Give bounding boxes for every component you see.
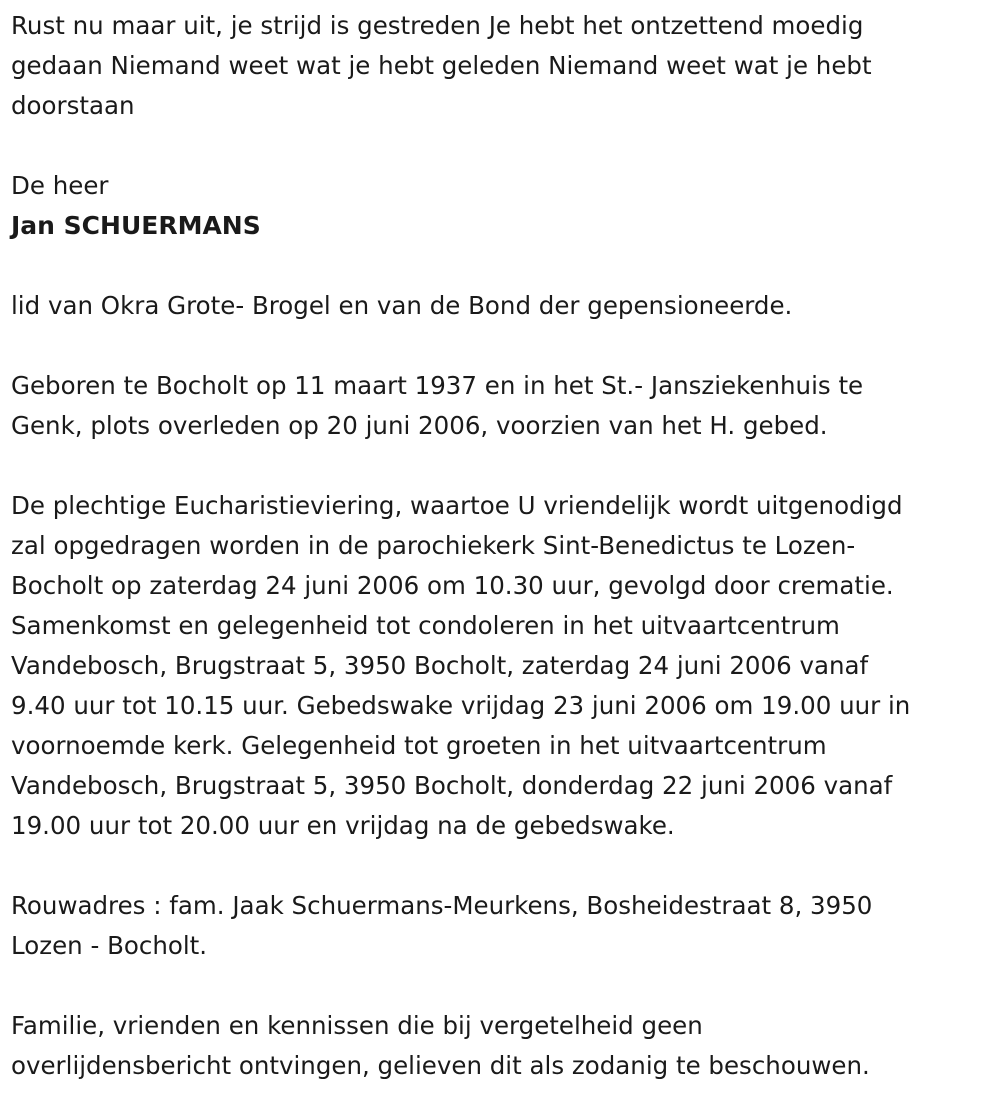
ceremony-line-6: 9.40 uur tot 10.15 uur. Gebedswake vrijdag 23 juni 2006 om 19.00 uur in [11,691,911,720]
spacer [11,326,986,366]
closing-line-2: overlijdensbericht ontvingen, gelieven dit als zodanig te beschouwen. [11,1051,870,1080]
ceremony-line-5: Vandebosch, Brugstraat 5, 3950 Bocholt, zaterdag 24 juni 2006 vanaf [11,651,869,680]
address-line-1: Rouwadres : fam. Jaak Schuermans-Meurkens, Bosheidestraat 8, 3950 [11,891,873,920]
membership-paragraph [11,286,986,326]
spacer [11,966,986,1006]
closing-line-1: Familie, vrienden en kennissen die bij vergetelheid geen [11,1011,703,1040]
closing-paragraph [11,1006,986,1086]
spacer [11,246,986,286]
ceremony-line-7: voornoemde kerk. Gelegenheid tot groeten in het uitvaartcentrum [11,731,827,760]
salutation: De heer [11,171,109,200]
birth-death-line-1: Geboren te Bocholt op 11 maart 1937 en in het St.- Jansziekenhuis te [11,371,864,400]
poem-paragraph [11,6,986,126]
ceremony-line-8: Vandebosch, Brugstraat 5, 3950 Bocholt, donderdag 22 juni 2006 vanaf [11,771,893,800]
birth-death-line-2: Genk, plots overleden op 20 juni 2006, voorzien van het H. gebed. [11,411,828,440]
birth-death-paragraph [11,366,986,446]
address-paragraph [11,886,986,966]
ceremony-line-4: Samenkomst en gelegenheid tot condoleren in het uitvaartcentrum [11,611,840,640]
spacer [11,446,986,486]
ceremony-paragraph [11,486,986,846]
ceremony-line-2: zal opgedragen worden in de parochiekerk Sint-Benedictus te Lozen- [11,531,856,560]
poem-line-1: Rust nu maar uit, je strijd is gestreden Je hebt het ontzettend moedig [11,11,864,40]
ceremony-line-9: 19.00 uur tot 20.00 uur en vrijdag na de gebedswake. [11,811,675,840]
ceremony-line-3: Bocholt op zaterdag 24 juni 2006 om 10.30 uur, gevolgd door crematie. [11,571,894,600]
address-line-2: Lozen - Bocholt. [11,931,208,960]
membership-line-1: lid van Okra Grote- Brogel en van de Bond der gepensioneerde. [11,291,793,320]
deceased-name: Jan SCHUERMANS [11,211,261,240]
poem-line-2: gedaan Niemand weet wat je hebt geleden Niemand weet wat je hebt [11,51,872,80]
ceremony-line-1: De plechtige Eucharistieviering, waartoe U vriendelijk wordt uitgenodigd [11,491,903,520]
spacer [11,846,986,886]
spacer [11,126,986,166]
poem-line-3: doorstaan [11,91,135,120]
